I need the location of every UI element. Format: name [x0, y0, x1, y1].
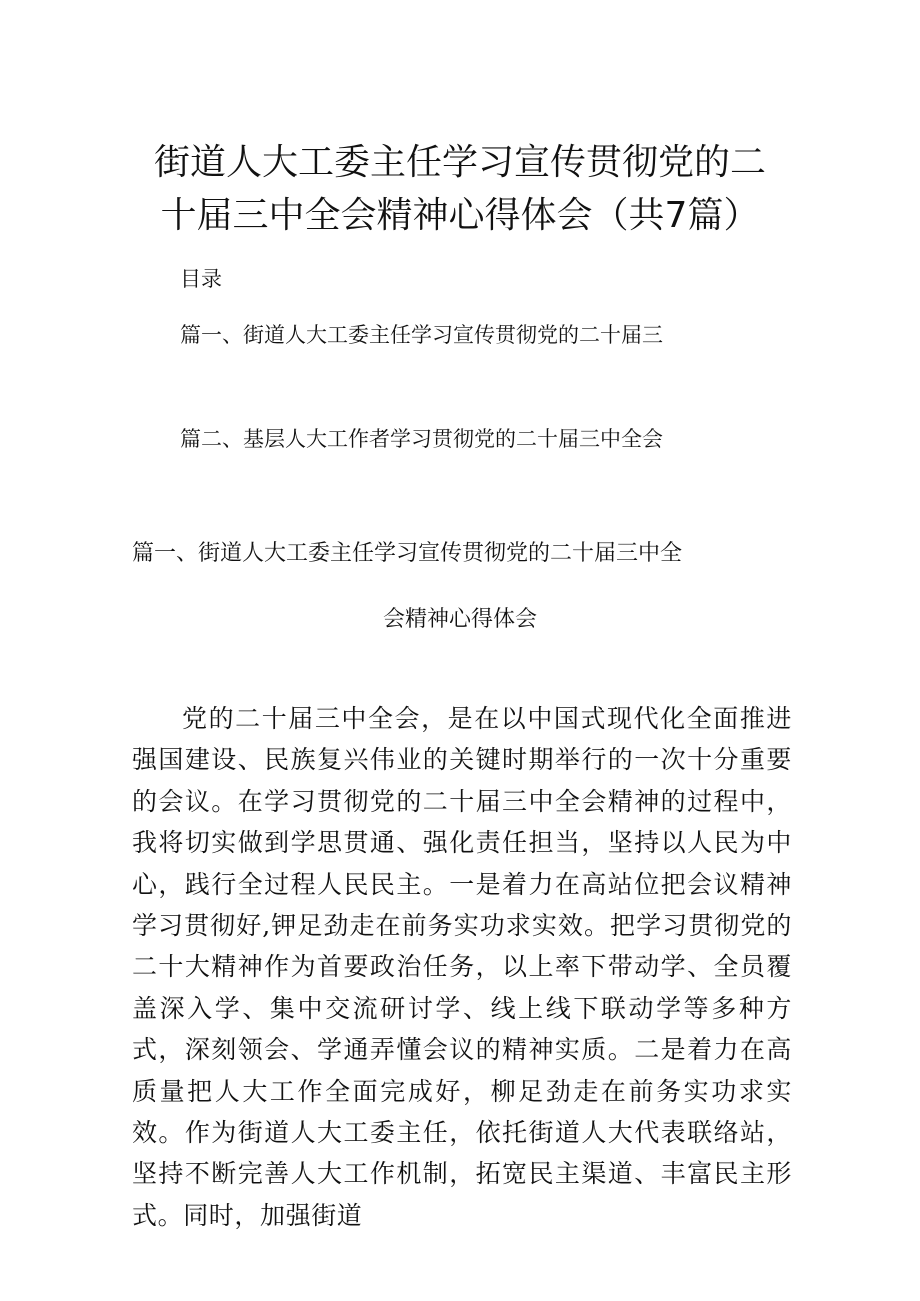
section-body-paragraph: 党的二十届三中全会，是在以中国式现代化全面推进强国建设、民族复兴伟业的关键时期举行的一次十分重要的会议。在学习贯彻党的二十届三中全会精神的过程中，我将切实做到学思贯通、强化责任担当，坚持以人民为中心，践行全过程人民民主。一是着力在高站位把会议精神学习贯彻好,钾足劲走在前务实功求实效。把学习贯彻党的二十大精神作为首要政治任务，以上率下带动学、全员覆盖深入学、集中交流研讨学、线上线下联动学等多种方式，深刻领会、学通弄懂会议的精神实质。二是着力在高质量把人大工作全面完成好，柳足劲走在前务实功求实效。作为街道人大工委主任，依托街道人大代表联络站，坚持不断完善人大工作机制，拓宽民主渠道、丰富民主形式。同时，加强街道	[132, 704, 792, 1230]
toc-item-2[interactable]: 篇二、基层人大工作者学习贯彻党的二十届三中全会	[180, 427, 663, 451]
document-title: 街道人大工委主任学习宣传贯彻党的二十届三中全会精神心得体会（共7篇）	[153, 142, 766, 236]
toc-label: 目录	[180, 267, 222, 291]
section-heading-line2: 会精神心得体会	[382, 607, 537, 632]
section-heading-line1: 篇一、街道人大工委主任学习宣传贯彻党的二十届三中全	[132, 541, 683, 566]
toc-item-1[interactable]: 篇一、街道人大工委主任学习宣传贯彻党的二十届三	[180, 323, 663, 347]
